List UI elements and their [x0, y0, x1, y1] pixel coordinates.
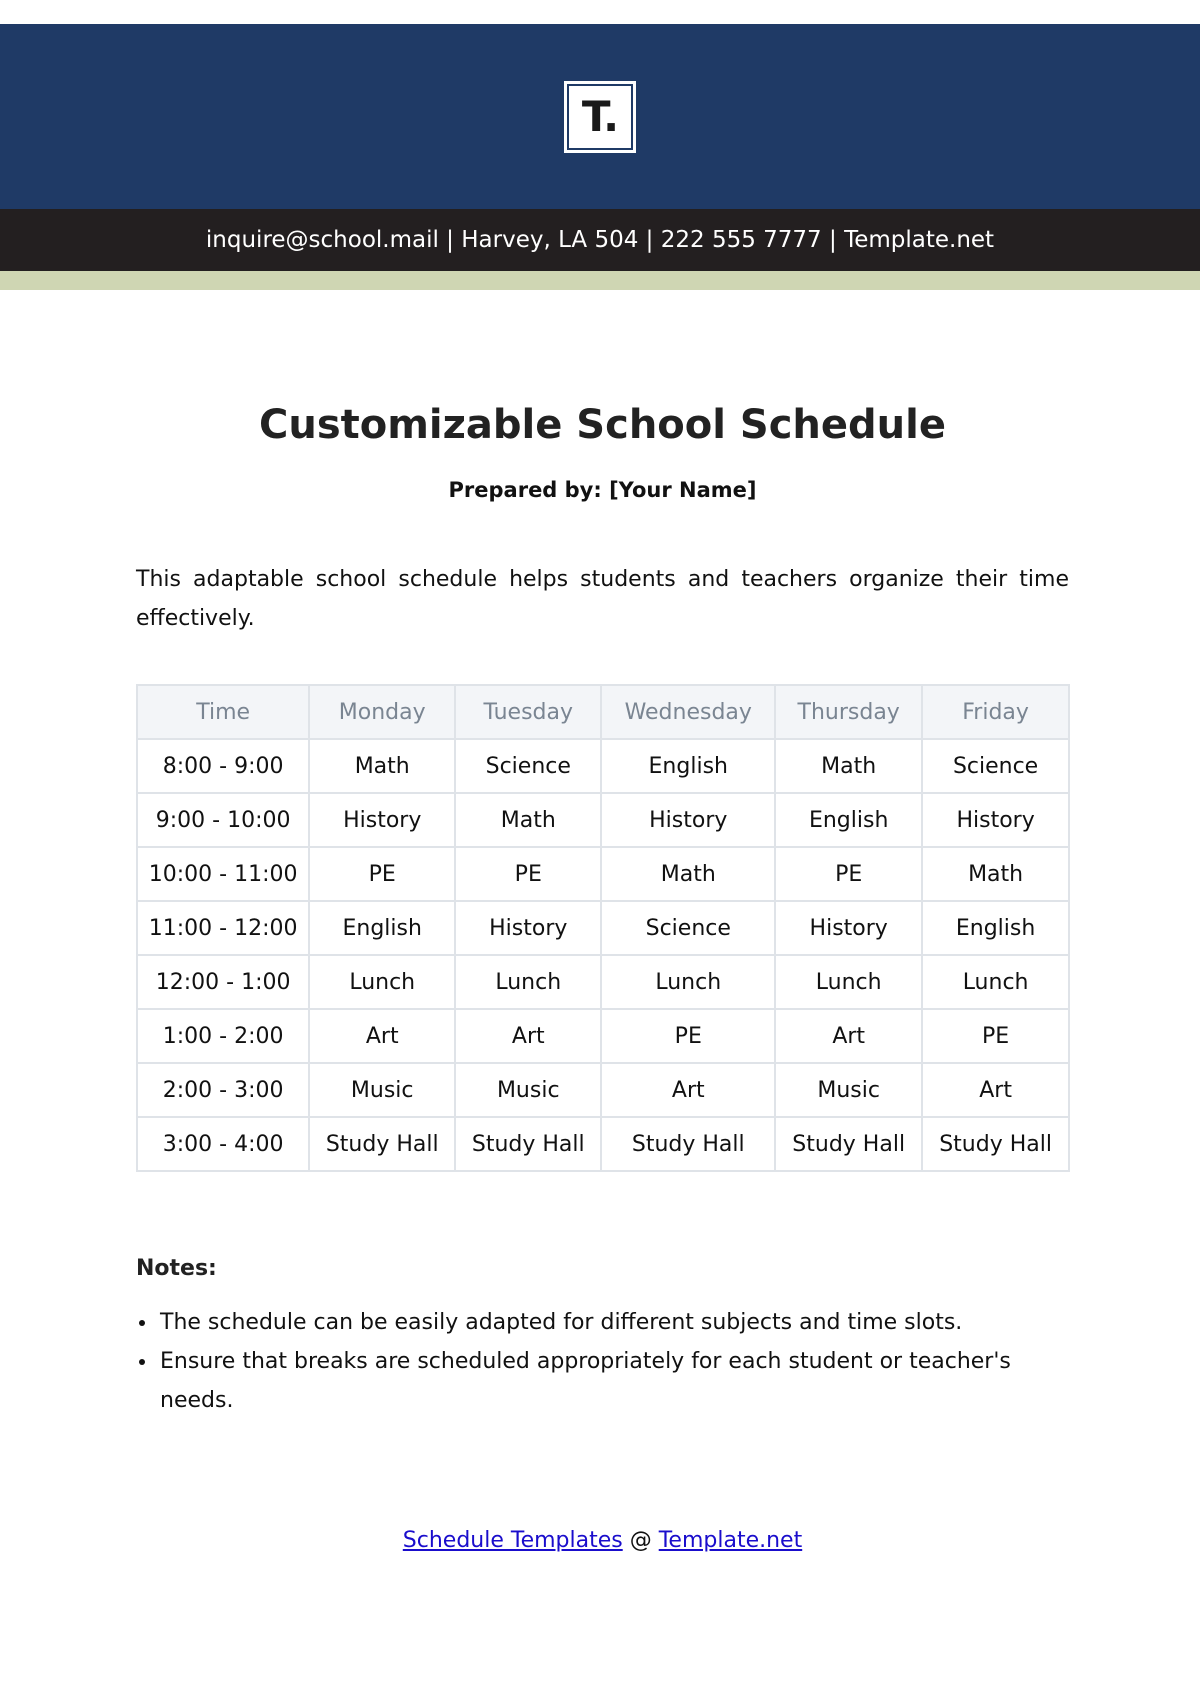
prepared-by: Prepared by: [Your Name]	[448, 478, 757, 502]
table-cell: Study Hall	[601, 1117, 775, 1171]
table-cell: Art	[455, 1009, 601, 1063]
table-cell: Study Hall	[309, 1117, 455, 1171]
column-header-time: Time	[137, 685, 309, 739]
notes-list	[136, 1303, 1069, 1420]
table-row	[137, 1009, 1069, 1063]
table-row	[137, 901, 1069, 955]
contact-info: inquire@school.mail | Harvey, LA 504 | 222 555 7777 | Template.net	[205, 227, 995, 253]
column-header-wednesday: Wednesday	[601, 685, 775, 739]
table-cell: Lunch	[601, 955, 775, 1009]
table-cell: History	[775, 901, 922, 955]
table-cell: Science	[922, 739, 1069, 793]
footer-separator: @	[622, 1528, 659, 1553]
table-cell: Science	[455, 739, 601, 793]
template-net-link[interactable]: Template.net	[658, 1528, 803, 1553]
time-cell: 10:00 - 11:00	[137, 847, 309, 901]
table-cell: Music	[775, 1063, 922, 1117]
table-row	[137, 955, 1069, 1009]
table-cell: Music	[309, 1063, 455, 1117]
table-cell: Math	[601, 847, 775, 901]
table-cell: History	[309, 793, 455, 847]
schedule-table	[136, 684, 1070, 1172]
column-header-thursday: Thursday	[775, 685, 922, 739]
page-title: Customizable School Schedule	[259, 402, 946, 448]
table-header-row	[137, 685, 1069, 739]
list-item: • The schedule can be easily adapted for different subjects and time slots.	[158, 1303, 1069, 1342]
top-margin	[0, 0, 1200, 24]
contact-bar	[0, 209, 1200, 271]
table-cell: PE	[455, 847, 601, 901]
table-cell: History	[601, 793, 775, 847]
table-cell: Math	[922, 847, 1069, 901]
time-cell: 9:00 - 10:00	[137, 793, 309, 847]
accent-stripe	[0, 271, 1200, 290]
footer	[136, 1528, 1069, 1553]
table-cell: English	[775, 793, 922, 847]
table-cell: Lunch	[922, 955, 1069, 1009]
table-cell: English	[601, 739, 775, 793]
table-cell: Art	[922, 1063, 1069, 1117]
time-cell: 3:00 - 4:00	[137, 1117, 309, 1171]
table-cell: PE	[775, 847, 922, 901]
logo-text: T.	[581, 92, 619, 141]
table-cell: Math	[455, 793, 601, 847]
table-row	[137, 1063, 1069, 1117]
table-cell: English	[922, 901, 1069, 955]
column-header-monday: Monday	[309, 685, 455, 739]
table-cell: Art	[309, 1009, 455, 1063]
table-row	[137, 847, 1069, 901]
table-cell: Study Hall	[775, 1117, 922, 1171]
table-cell: PE	[309, 847, 455, 901]
schedule-templates-link[interactable]: Schedule Templates	[402, 1528, 623, 1553]
table-cell: Lunch	[309, 955, 455, 1009]
time-cell: 1:00 - 2:00	[137, 1009, 309, 1063]
document-body	[136, 290, 1069, 1553]
table-cell: History	[455, 901, 601, 955]
header-banner	[0, 24, 1200, 209]
logo-inner	[569, 86, 631, 148]
intro-paragraph: This adaptable school schedule helps students and teachers organize their time effectively.	[136, 567, 1069, 631]
time-cell: 11:00 - 12:00	[137, 901, 309, 955]
column-header-friday: Friday	[922, 685, 1069, 739]
table-cell: Lunch	[775, 955, 922, 1009]
time-cell: 8:00 - 9:00	[137, 739, 309, 793]
table-cell: Study Hall	[455, 1117, 601, 1171]
table-cell: Lunch	[455, 955, 601, 1009]
table-row	[137, 793, 1069, 847]
table-cell: Science	[601, 901, 775, 955]
list-item: • Ensure that breaks are scheduled appropriately for each student or teacher's needs.	[158, 1342, 1069, 1420]
table-cell: Math	[775, 739, 922, 793]
table-cell: Art	[775, 1009, 922, 1063]
table-cell: PE	[922, 1009, 1069, 1063]
table-cell: Study Hall	[922, 1117, 1069, 1171]
table-cell: English	[309, 901, 455, 955]
table-row	[137, 739, 1069, 793]
table-cell: PE	[601, 1009, 775, 1063]
table-cell: Music	[455, 1063, 601, 1117]
table-cell: Art	[601, 1063, 775, 1117]
table-row	[137, 1117, 1069, 1171]
table-cell: Math	[309, 739, 455, 793]
notes-heading: Notes:	[136, 1256, 217, 1281]
time-cell: 12:00 - 1:00	[137, 955, 309, 1009]
time-cell: 2:00 - 3:00	[137, 1063, 309, 1117]
table-cell: History	[922, 793, 1069, 847]
logo	[564, 81, 636, 153]
column-header-tuesday: Tuesday	[455, 685, 601, 739]
